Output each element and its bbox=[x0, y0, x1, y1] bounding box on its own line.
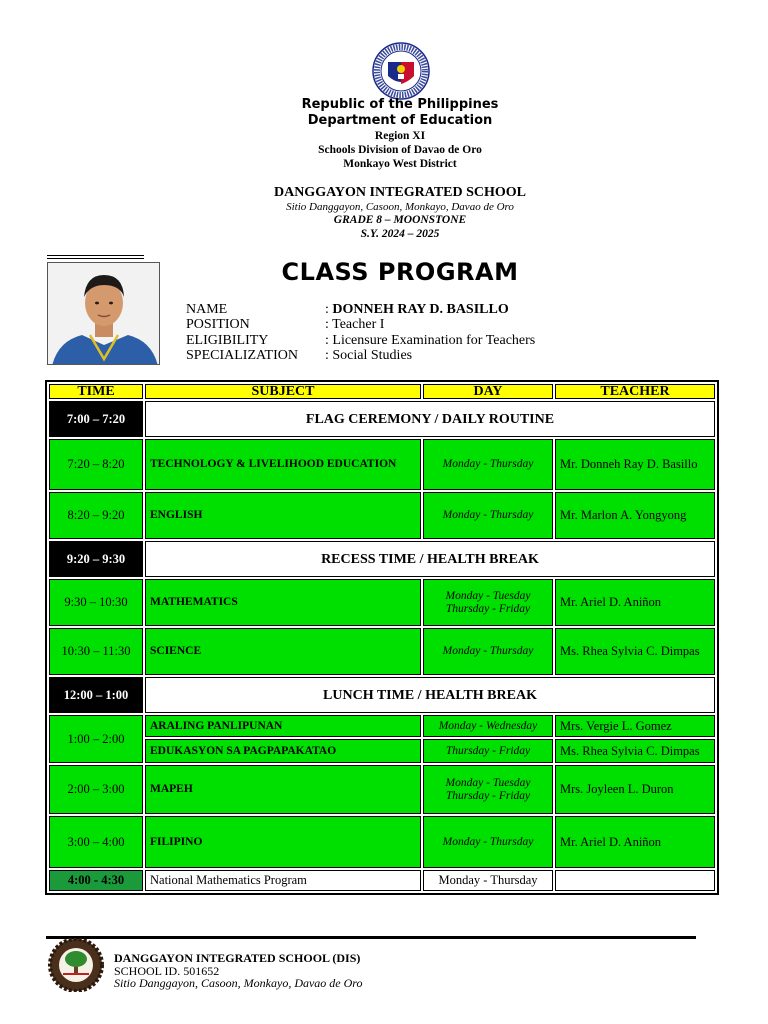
info-label: POSITION bbox=[186, 317, 250, 333]
day-cell: Monday - Thursday bbox=[423, 628, 553, 675]
subject-cell: TECHNOLOGY & LIVELIHOOD EDUCATION bbox=[145, 439, 421, 490]
grade-section: GRADE 8 – MOONSTONE bbox=[333, 214, 467, 226]
info-value: Licensure Examination for Teachers bbox=[332, 332, 536, 348]
day-line: Monday - Tuesday bbox=[445, 776, 531, 789]
school-logo bbox=[47, 938, 105, 992]
footer-info bbox=[114, 952, 363, 990]
header-day: DAY bbox=[423, 384, 553, 399]
day-cell: Monday - Thursday bbox=[423, 816, 553, 868]
info-label: SPECIALIZATION bbox=[186, 347, 298, 363]
break-label: LUNCH TIME / HEALTH BREAK bbox=[145, 677, 715, 713]
time-cell: 9:30 – 10:30 bbox=[49, 579, 143, 626]
footer-school-id: SCHOOL ID. 501652 bbox=[114, 963, 220, 978]
table-row bbox=[49, 715, 715, 737]
header-teacher: TEACHER bbox=[555, 384, 715, 399]
break-row bbox=[49, 401, 715, 437]
table-row bbox=[49, 765, 715, 814]
table-row bbox=[49, 579, 715, 626]
day-cell bbox=[423, 579, 553, 626]
break-time: 12:00 – 1:00 bbox=[49, 677, 143, 713]
teacher-cell: Mrs. Vergie L. Gomez bbox=[555, 715, 715, 737]
deped-seal-logo bbox=[370, 42, 432, 100]
table-row bbox=[49, 628, 715, 675]
footer-school: DANGGAYON INTEGRATED SCHOOL (DIS) bbox=[114, 951, 361, 965]
table-row bbox=[49, 492, 715, 539]
header-subject: SUBJECT bbox=[145, 384, 421, 399]
day-line: Thursday - Friday bbox=[445, 602, 531, 615]
info-row-position: POSITION : Teacher I bbox=[186, 317, 385, 333]
day-cell: Monday - Thursday bbox=[423, 492, 553, 539]
info-value: Teacher I bbox=[332, 317, 385, 333]
info-row-specialization: SPECIALIZATION : Social Studies bbox=[186, 347, 413, 363]
page-title: CLASS PROGRAM bbox=[281, 258, 519, 286]
day-cell: Monday - Wednesday bbox=[423, 715, 553, 737]
table-row bbox=[49, 870, 715, 891]
subject-cell: ARALING PANLIPUNAN bbox=[145, 715, 421, 737]
division-text: Schools Division of Davao de Oro bbox=[318, 144, 482, 156]
time-cell: 7:20 – 8:20 bbox=[49, 439, 143, 490]
table-row bbox=[49, 739, 715, 763]
break-row bbox=[49, 541, 715, 577]
break-label: RECESS TIME / HEALTH BREAK bbox=[145, 541, 715, 577]
day-cell: Thursday - Friday bbox=[423, 739, 553, 763]
subject-cell: SCIENCE bbox=[145, 628, 421, 675]
info-value: DONNEH RAY D. BASILLO bbox=[332, 302, 509, 317]
time-cell: 1:00 – 2:00 bbox=[49, 715, 143, 763]
table-header-row bbox=[49, 384, 715, 399]
subject-cell: EDUKASYON SA PAGPAPAKATAO bbox=[145, 739, 421, 763]
department-heading: Department of Education bbox=[307, 113, 493, 128]
time-cell: 2:00 – 3:00 bbox=[49, 765, 143, 814]
country-heading: Republic of the Philippines bbox=[301, 97, 499, 112]
info-row-eligibility: ELIGIBILITY : Licensure Examination for Teachers bbox=[186, 332, 536, 348]
school-name: DANGGAYON INTEGRATED SCHOOL bbox=[273, 185, 527, 200]
info-label: ELIGIBILITY bbox=[186, 332, 269, 348]
school-address: Sitio Danggayon, Casoon, Monkayo, Davao de Oro bbox=[286, 201, 514, 213]
teacher-cell: Mrs. Joyleen L. Duron bbox=[555, 765, 715, 814]
break-row bbox=[49, 677, 715, 713]
school-year: S.Y. 2024 – 2025 bbox=[360, 228, 440, 240]
info-value: Social Studies bbox=[332, 347, 413, 363]
time-cell: 10:30 – 11:30 bbox=[49, 628, 143, 675]
table-row bbox=[49, 439, 715, 490]
footer-divider bbox=[46, 936, 696, 939]
break-label: FLAG CEREMONY / DAILY ROUTINE bbox=[145, 401, 715, 437]
day-cell: Monday - Thursday bbox=[423, 870, 553, 891]
day-line: Thursday - Friday bbox=[445, 789, 531, 802]
subject-cell: MATHEMATICS bbox=[145, 579, 421, 626]
time-cell: 4:00 - 4:30 bbox=[49, 870, 143, 891]
region-text: Region XI bbox=[374, 130, 426, 142]
class-program-table bbox=[45, 380, 719, 895]
teacher-cell: Mr. Donneh Ray D. Basillo bbox=[555, 439, 715, 490]
teacher-cell: Ms. Rhea Sylvia C. Dimpas bbox=[555, 628, 715, 675]
break-time: 9:20 – 9:30 bbox=[49, 541, 143, 577]
info-label: NAME bbox=[186, 302, 228, 317]
teacher-cell: Ms. Rhea Sylvia C. Dimpas bbox=[555, 739, 715, 763]
subject-cell: National Mathematics Program bbox=[145, 870, 421, 891]
subject-cell: FILIPINO bbox=[145, 816, 421, 868]
teacher-cell: Mr. Ariel D. Aniñon bbox=[555, 816, 715, 868]
teacher-photo bbox=[47, 262, 160, 365]
teacher-info bbox=[186, 302, 535, 363]
subject-cell: MAPEH bbox=[145, 765, 421, 814]
break-time: 7:00 – 7:20 bbox=[49, 401, 143, 437]
teacher-cell: Mr. Marlon A. Yongyong bbox=[555, 492, 715, 539]
day-cell: Monday - Thursday bbox=[423, 439, 553, 490]
table-row bbox=[49, 816, 715, 868]
district-text: Monkayo West District bbox=[343, 158, 457, 170]
teacher-cell: Mr. Ariel D. Aniñon bbox=[555, 579, 715, 626]
day-cell bbox=[423, 765, 553, 814]
time-cell: 8:20 – 9:20 bbox=[49, 492, 143, 539]
teacher-cell bbox=[555, 870, 715, 891]
footer-address: Sitio Danggayon, Casoon, Monkayo, Davao de Oro bbox=[114, 976, 363, 990]
info-row-name: NAME : DONNEH RAY D. BASILLO bbox=[186, 302, 509, 317]
time-cell: 3:00 – 4:00 bbox=[49, 816, 143, 868]
header-time: TIME bbox=[49, 384, 143, 399]
subject-cell: ENGLISH bbox=[145, 492, 421, 539]
day-line: Monday - Tuesday bbox=[445, 589, 531, 602]
